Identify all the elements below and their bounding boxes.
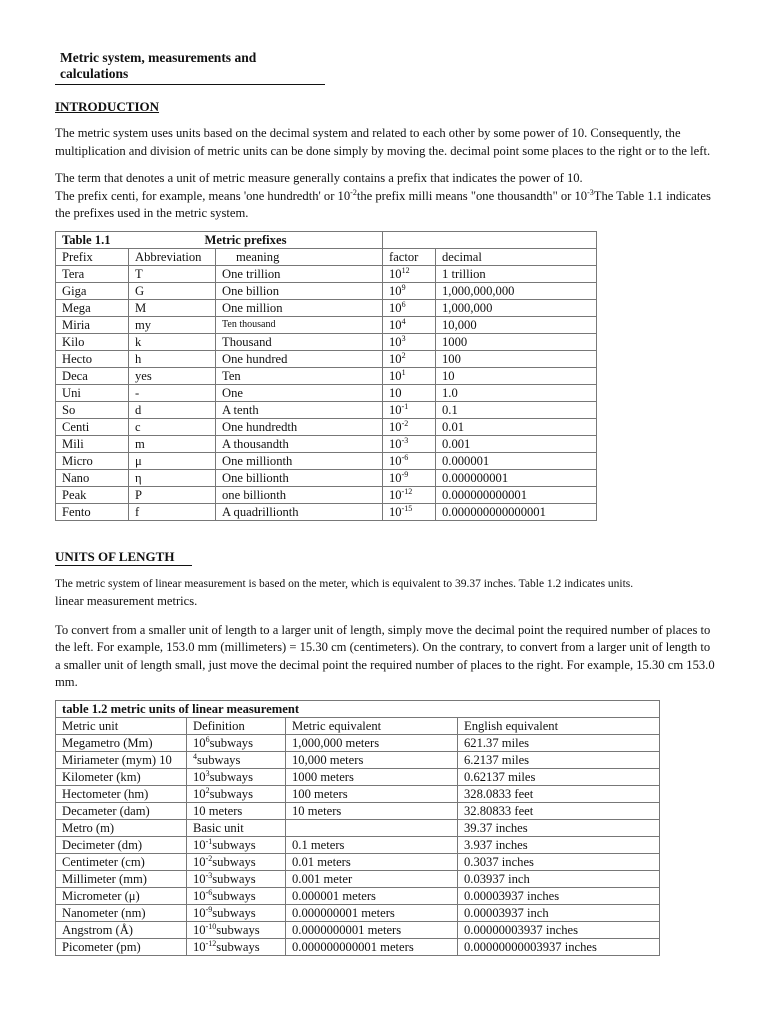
table1-caption-cell: [56, 231, 383, 248]
definition-word: subways: [197, 752, 241, 767]
definition-word: subways: [212, 854, 256, 869]
metric-equivalent-cell: 10 meters: [286, 802, 458, 819]
decimal-cell: 1000: [436, 333, 597, 350]
factor-cell: [383, 265, 436, 282]
abbreviation-cell: μ: [129, 452, 216, 469]
definition-word: subways: [209, 769, 253, 784]
abbreviation-cell: P: [129, 486, 216, 503]
definition-word: subways: [212, 888, 256, 903]
meaning-cell: A tenth: [216, 401, 383, 418]
meaning-cell: Ten thousand: [216, 316, 383, 333]
units-p1-line2: linear measurement metrics.: [55, 594, 198, 608]
meaning-cell: Thousand: [216, 333, 383, 350]
metric-equivalent-cell: 0.001 meter: [286, 870, 458, 887]
document-title: Metric system, measurements and calculations: [55, 50, 325, 85]
definition-word: subways: [216, 939, 260, 954]
abbreviation-cell: m: [129, 435, 216, 452]
definition-base: 10: [193, 888, 206, 903]
decimal-cell: 0.000000000001: [436, 486, 597, 503]
factor-base: 10: [389, 453, 402, 468]
table2-row: [56, 921, 660, 938]
prefix-cell: Tera: [56, 265, 129, 282]
factor-cell: [383, 486, 436, 503]
table1-header-row: [56, 248, 597, 265]
table1-row: [56, 435, 597, 452]
definition-exponent: -2: [205, 853, 213, 863]
metric-unit-cell: Metro (m): [56, 819, 187, 836]
decimal-cell: 10,000: [436, 316, 597, 333]
definition-base: 10: [193, 735, 206, 750]
intro-heading: INTRODUCTION: [55, 99, 160, 114]
table1-row: [56, 503, 597, 520]
prefix-cell: Hecto: [56, 350, 129, 367]
factor-cell: [383, 333, 436, 350]
definition-cell: [187, 734, 286, 751]
prefix-cell: Fento: [56, 503, 129, 520]
english-equivalent-cell: 0.00003937 inches: [458, 887, 660, 904]
definition-word: subways: [212, 837, 256, 852]
factor-exponent: -2: [401, 418, 409, 428]
intro-p2-sup-c: -3: [587, 187, 594, 197]
table2-row: [56, 887, 660, 904]
definition-cell: [187, 870, 286, 887]
table1-row: [56, 486, 597, 503]
decimal-cell: 0.001: [436, 435, 597, 452]
table2-row: [56, 785, 660, 802]
definition-cell: [187, 785, 286, 802]
factor-base: 10: [389, 504, 402, 519]
prefix-cell: Mega: [56, 299, 129, 316]
table1-header-factor: factor: [383, 248, 436, 265]
factor-base: 10: [389, 300, 402, 315]
definition-word: subways: [209, 735, 253, 750]
abbreviation-cell: f: [129, 503, 216, 520]
table1-row: [56, 333, 597, 350]
definition-cell: [187, 768, 286, 785]
table2-row: [56, 836, 660, 853]
factor-exponent: -1: [401, 401, 409, 411]
table1-caption-row: [56, 231, 597, 248]
decimal-cell: 0.1: [436, 401, 597, 418]
decimal-cell: 0.000000000000001: [436, 503, 597, 520]
factor-cell: [383, 469, 436, 486]
table2-row: [56, 938, 660, 955]
metric-equivalent-cell: 100 meters: [286, 785, 458, 802]
metric-unit-cell: Miriameter (mym) 10: [56, 751, 187, 768]
units-p1-line1: The metric system of linear measurement is based on the meter, which is equivalent to 39.37 inches. Table 1.2 indicates units.: [55, 577, 634, 590]
decimal-cell: 1.0: [436, 384, 597, 401]
prefix-cell: Mili: [56, 435, 129, 452]
metric-unit-cell: Hectometer (hm): [56, 785, 187, 802]
definition-base: 10 meters: [193, 803, 243, 818]
factor-cell: [383, 299, 436, 316]
metric-equivalent-cell: 10,000 meters: [286, 751, 458, 768]
factor-exponent: 3: [401, 333, 406, 343]
table1-caption-title: Metric prefixes: [204, 232, 287, 247]
meaning-cell: One hundred: [216, 350, 383, 367]
metric-equivalent-cell: 0.000001 meters: [286, 887, 458, 904]
table1-caption: Table 1.1: [62, 232, 111, 247]
document-page: [55, 50, 715, 956]
factor-exponent: 2: [401, 350, 406, 360]
definition-base: 10: [193, 922, 206, 937]
factor-cell: [383, 350, 436, 367]
definition-word: subways: [209, 786, 253, 801]
english-equivalent-cell: 0.00003937 inch: [458, 904, 660, 921]
metric-unit-cell: Decimeter (dm): [56, 836, 187, 853]
definition-base: 10: [193, 871, 206, 886]
metric-prefixes-table: [55, 231, 597, 521]
definition-base: 10: [193, 939, 206, 954]
prefix-cell: Deca: [56, 367, 129, 384]
factor-exponent: 9: [401, 282, 406, 292]
table2-header-definition: Definition: [187, 717, 286, 734]
units-paragraph-2: To convert from a smaller unit of length to a larger unit of length, simply move the decimal point the required number of places to the left. For example, 153.0 mm (millimeters) = 15.30 cm (centimeters). On the contrary, to convert from a larger unit of length to a smaller unit of length small, just move the decimal point the required number of places to the right. For example, 15.30 cm 153.0 mm.: [55, 622, 715, 689]
definition-word: subways: [212, 871, 256, 886]
meaning-cell: One: [216, 384, 383, 401]
intro-p2-part-b: The prefix centi, for example, means 'one hundredth' or 10: [55, 188, 351, 203]
factor-cell: [383, 418, 436, 435]
definition-base: 10: [193, 854, 206, 869]
definition-cell: [187, 853, 286, 870]
factor-cell: [383, 282, 436, 299]
metric-unit-cell: Millimeter (mm): [56, 870, 187, 887]
table1-row: [56, 299, 597, 316]
table1-row: [56, 469, 597, 486]
decimal-cell: 1,000,000: [436, 299, 597, 316]
factor-cell: [383, 401, 436, 418]
metric-unit-cell: Kilometer (km): [56, 768, 187, 785]
abbreviation-cell: -: [129, 384, 216, 401]
definition-cell: [187, 836, 286, 853]
table2-row: [56, 751, 660, 768]
factor-exponent: 1: [401, 367, 406, 377]
prefix-cell: Centi: [56, 418, 129, 435]
abbreviation-cell: η: [129, 469, 216, 486]
english-equivalent-cell: 0.3037 inches: [458, 853, 660, 870]
intro-p2-sup-b: -2: [350, 187, 357, 197]
factor-exponent: -3: [401, 435, 409, 445]
factor-base: 10: [389, 436, 402, 451]
prefix-cell: Giga: [56, 282, 129, 299]
metric-equivalent-cell: 0.000000000001 meters: [286, 938, 458, 955]
factor-cell: [383, 384, 436, 401]
metric-equivalent-cell: 0.000000001 meters: [286, 904, 458, 921]
table1-header-meaning: meaning: [216, 248, 383, 265]
metric-equivalent-cell: 0.0000000001 meters: [286, 921, 458, 938]
definition-exponent: 4: [193, 751, 197, 761]
meaning-cell: One hundredth: [216, 418, 383, 435]
factor-cell: [383, 316, 436, 333]
meaning-cell: A quadrillionth: [216, 503, 383, 520]
decimal-cell: 1,000,000,000: [436, 282, 597, 299]
abbreviation-cell: h: [129, 350, 216, 367]
meaning-cell: One trillion: [216, 265, 383, 282]
definition-cell: [187, 938, 286, 955]
abbreviation-cell: G: [129, 282, 216, 299]
factor-base: 10: [389, 419, 402, 434]
metric-equivalent-cell: 1000 meters: [286, 768, 458, 785]
definition-base: 10: [193, 769, 206, 784]
factor-cell: [383, 452, 436, 469]
english-equivalent-cell: 32.80833 feet: [458, 802, 660, 819]
english-equivalent-cell: 328.0833 feet: [458, 785, 660, 802]
table1-caption-empty: [383, 231, 597, 248]
meaning-cell: Ten: [216, 367, 383, 384]
factor-base: 10: [389, 402, 402, 417]
metric-unit-cell: Micrometer (μ): [56, 887, 187, 904]
factor-base: 10: [389, 266, 402, 281]
intro-p2-line1: The term that denotes a unit of metric measure generally contains a prefix that indicates the power of 10.: [55, 171, 583, 185]
factor-base: 10: [389, 368, 402, 383]
definition-exponent: -3: [205, 870, 213, 880]
factor-base: 10: [389, 317, 402, 332]
table2-row: [56, 870, 660, 887]
definition-exponent: -12: [205, 938, 217, 948]
table2-caption-row: [56, 700, 660, 717]
decimal-cell: 100: [436, 350, 597, 367]
metric-unit-cell: Angstrom (Å): [56, 921, 187, 938]
table1-header-prefix: Prefix: [56, 248, 129, 265]
table2-row: [56, 853, 660, 870]
prefix-cell: Peak: [56, 486, 129, 503]
decimal-cell: 0.000000001: [436, 469, 597, 486]
definition-exponent: 6: [205, 734, 210, 744]
prefix-cell: Micro: [56, 452, 129, 469]
abbreviation-cell: c: [129, 418, 216, 435]
english-equivalent-cell: 3.937 inches: [458, 836, 660, 853]
table2-row: [56, 904, 660, 921]
abbreviation-cell: my: [129, 316, 216, 333]
table1-row: [56, 452, 597, 469]
factor-cell: [383, 367, 436, 384]
prefix-cell: So: [56, 401, 129, 418]
metric-equivalent-cell: 1,000,000 meters: [286, 734, 458, 751]
decimal-cell: 0.01: [436, 418, 597, 435]
definition-exponent: -9: [205, 904, 213, 914]
meaning-cell: A thousandth: [216, 435, 383, 452]
prefix-cell: Kilo: [56, 333, 129, 350]
table2-row: [56, 768, 660, 785]
table1-row: [56, 384, 597, 401]
metric-equivalent-cell: [286, 819, 458, 836]
table2-row: [56, 734, 660, 751]
abbreviation-cell: T: [129, 265, 216, 282]
table1-row: [56, 367, 597, 384]
meaning-cell: One millionth: [216, 452, 383, 469]
abbreviation-cell: d: [129, 401, 216, 418]
factor-exponent: -15: [401, 503, 413, 513]
english-equivalent-cell: 0.00000000003937 inches: [458, 938, 660, 955]
table1-row: [56, 316, 597, 333]
definition-word: subways: [212, 905, 256, 920]
factor-base: 10: [389, 385, 402, 400]
units-heading: UNITS OF LENGTH: [55, 549, 192, 566]
factor-exponent: -6: [401, 452, 409, 462]
meaning-cell: One million: [216, 299, 383, 316]
factor-exponent: 12: [401, 265, 410, 275]
definition-cell: [187, 921, 286, 938]
factor-exponent: 6: [401, 299, 406, 309]
english-equivalent-cell: 0.00000003937 inches: [458, 921, 660, 938]
abbreviation-cell: yes: [129, 367, 216, 384]
prefix-cell: Uni: [56, 384, 129, 401]
decimal-cell: 1 trillion: [436, 265, 597, 282]
definition-cell: [187, 819, 286, 836]
english-equivalent-cell: 39.37 inches: [458, 819, 660, 836]
definition-base: 10: [193, 905, 206, 920]
meaning-cell: One billion: [216, 282, 383, 299]
metric-unit-cell: Picometer (pm): [56, 938, 187, 955]
prefix-cell: Miria: [56, 316, 129, 333]
metric-unit-cell: Megametro (Mm): [56, 734, 187, 751]
intro-paragraph-1: The metric system uses units based on the decimal system and related to each other by some power of 10. Consequently, the multiplication and division of metric units can be done simply by moving the. decimal point some places to the right or to the left.: [55, 126, 711, 158]
decimal-cell: 10: [436, 367, 597, 384]
definition-exponent: 2: [205, 785, 210, 795]
english-equivalent-cell: 0.62137 miles: [458, 768, 660, 785]
metric-unit-cell: Centimeter (cm): [56, 853, 187, 870]
definition-exponent: -6: [205, 887, 213, 897]
prefix-cell: Nano: [56, 469, 129, 486]
table1-header-decimal: decimal: [436, 248, 597, 265]
table1-row: [56, 418, 597, 435]
english-equivalent-cell: 0.03937 inch: [458, 870, 660, 887]
table2-header-unit: Metric unit: [56, 717, 187, 734]
definition-cell: [187, 802, 286, 819]
definition-exponent: 3: [205, 768, 210, 778]
metric-unit-cell: Nanometer (nm): [56, 904, 187, 921]
linear-measurement-table: [55, 700, 660, 956]
definition-word: subways: [216, 922, 260, 937]
definition-base: Basic unit: [193, 820, 244, 835]
abbreviation-cell: k: [129, 333, 216, 350]
metric-equivalent-cell: 0.01 meters: [286, 853, 458, 870]
factor-exponent: 4: [401, 316, 406, 326]
meaning-cell: One billionth: [216, 469, 383, 486]
intro-p2-part-c: the prefix milli means "one thousandth" or 10: [356, 188, 588, 203]
table2-header-english: English equivalent: [458, 717, 660, 734]
definition-exponent: -10: [205, 921, 217, 931]
definition-base: 10: [193, 786, 206, 801]
factor-cell: [383, 503, 436, 520]
table2-caption: table 1.2 metric units of linear measurement: [56, 700, 660, 717]
english-equivalent-cell: 621.37 miles: [458, 734, 660, 751]
intro-paragraph-2: [55, 170, 715, 223]
table1-row: [56, 265, 597, 282]
definition-cell: [187, 887, 286, 904]
table1-header-abbreviation: Abbreviation: [129, 248, 216, 265]
factor-base: 10: [389, 283, 402, 298]
meaning-cell: one billionth: [216, 486, 383, 503]
metric-equivalent-cell: 0.1 meters: [286, 836, 458, 853]
table1-row: [56, 282, 597, 299]
table2-row: [56, 819, 660, 836]
table1-row: [56, 401, 597, 418]
factor-exponent: -12: [401, 486, 413, 496]
table2-header-row: [56, 717, 660, 734]
definition-exponent: -1: [205, 836, 213, 846]
factor-cell: [383, 435, 436, 452]
factor-exponent: -9: [401, 469, 409, 479]
metric-unit-cell: Decameter (dam): [56, 802, 187, 819]
abbreviation-cell: M: [129, 299, 216, 316]
factor-base: 10: [389, 334, 402, 349]
table2-row: [56, 802, 660, 819]
table2-header-metric: Metric equivalent: [286, 717, 458, 734]
definition-base: 10: [193, 837, 206, 852]
definition-cell: [187, 904, 286, 921]
factor-base: 10: [389, 487, 402, 502]
intro-p2-part-d: The Table 1.1 indicates the prefixes used in the metric system.: [55, 188, 711, 220]
factor-base: 10: [389, 351, 402, 366]
units-paragraph-1: [55, 576, 715, 612]
table1-row: [56, 350, 597, 367]
factor-base: 10: [389, 470, 402, 485]
definition-cell: [187, 751, 286, 768]
decimal-cell: 0.000001: [436, 452, 597, 469]
english-equivalent-cell: 6.2137 miles: [458, 751, 660, 768]
